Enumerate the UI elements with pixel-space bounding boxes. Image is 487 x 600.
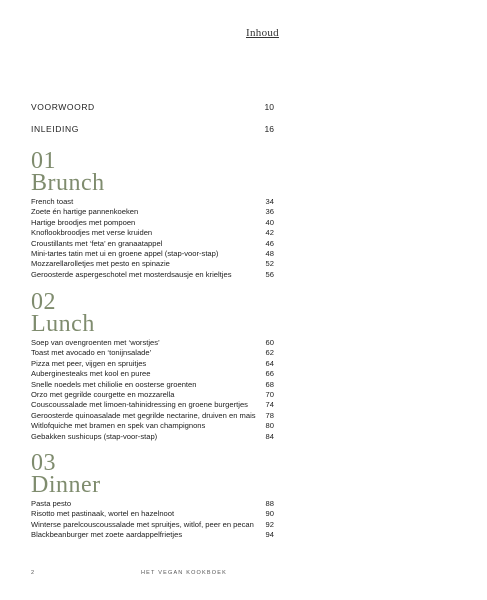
section-number: 03 xyxy=(31,450,56,476)
entry-title: Zoete én hartige pannenkoeken xyxy=(31,207,139,217)
toc-entry[interactable] xyxy=(31,499,274,509)
footer-page-number: 2 xyxy=(31,570,35,576)
toc-entry[interactable] xyxy=(31,228,274,238)
entry-title: Soep van ovengroenten met ‘worstjes’ xyxy=(31,338,160,347)
entry-page: 80 xyxy=(265,421,274,431)
entry-title: Toast met avocado en ‘tonijnsalade’ xyxy=(31,348,152,358)
entry-page: 34 xyxy=(265,197,274,206)
entry-title: Snelle noedels met chiliolie en oosterse groenten xyxy=(31,379,197,389)
toc-entry-inleiding[interactable] xyxy=(31,124,274,134)
entry-page: 42 xyxy=(265,228,274,238)
entry-title: Pasta pesto xyxy=(31,499,72,508)
entry-page: 60 xyxy=(265,338,274,347)
section-entries xyxy=(31,197,274,280)
entry-page: 52 xyxy=(265,259,274,269)
section-brunch xyxy=(31,150,274,280)
entry-page: 94 xyxy=(265,530,274,540)
section-dinner xyxy=(31,452,274,541)
section-lunch xyxy=(31,291,274,442)
toc-entry[interactable] xyxy=(31,530,274,540)
toc-entry[interactable] xyxy=(31,259,274,269)
section-number: 01 xyxy=(31,148,56,174)
entry-title: Witlofquiche met bramen en spek van champignons xyxy=(31,421,206,431)
entry-page: 16 xyxy=(264,124,274,134)
entry-title: French toast xyxy=(31,197,74,206)
entry-title: Winterse parelcouscoussalade met spruitjes, witlof, peer en pecan xyxy=(31,519,254,529)
entry-page: 88 xyxy=(265,499,274,508)
toc-entry[interactable] xyxy=(31,338,274,348)
entry-title: INLEIDING xyxy=(31,124,79,134)
toc-entry[interactable] xyxy=(31,218,274,228)
entry-page: 78 xyxy=(265,410,274,420)
entry-page: 70 xyxy=(265,390,274,400)
entry-title: Auberginesteaks met kool en puree xyxy=(31,369,151,379)
toc-entry[interactable] xyxy=(31,207,274,217)
entry-title: Croustillants met ‘feta’ en granaatappel xyxy=(31,238,163,248)
toc-entry[interactable] xyxy=(31,249,274,259)
entry-title: Risotto met pastinaak, wortel en hazelnoot xyxy=(31,509,175,519)
entry-page: 40 xyxy=(265,217,274,227)
toc-entry[interactable] xyxy=(31,400,274,410)
entry-page: 10 xyxy=(264,102,274,112)
footer-book-title: HET VEGAN KOOKBOEK xyxy=(141,570,227,576)
section-title: Lunch xyxy=(31,311,95,337)
toc-entry[interactable] xyxy=(31,369,274,379)
section-entries xyxy=(31,499,274,541)
entry-title: Hartige broodjes met pompoen xyxy=(31,217,136,227)
entry-title: Mozzarellarolletjes met pesto en spinazie xyxy=(31,259,170,269)
entry-title: Orzo met gegrilde courgette en mozzarella xyxy=(31,390,175,400)
entry-title: Geroosterde quinoasalade met gegrilde nectarine, druiven en mais xyxy=(31,410,256,420)
toc-entry[interactable] xyxy=(31,421,274,431)
entry-page: 46 xyxy=(265,238,274,248)
toc-entry[interactable] xyxy=(31,432,274,442)
toc-entry[interactable] xyxy=(31,270,274,280)
toc-entry[interactable] xyxy=(31,239,274,249)
section-number: 02 xyxy=(31,289,56,315)
toc-entry[interactable] xyxy=(31,520,274,530)
toc-entry-voorwoord[interactable] xyxy=(31,102,274,112)
entry-page: 92 xyxy=(265,519,274,529)
section-title: Dinner xyxy=(31,472,101,498)
entry-page: 74 xyxy=(265,400,274,410)
toc-entry[interactable] xyxy=(31,390,274,400)
entry-page: 56 xyxy=(265,269,274,279)
entry-title: Geroosterde aspergeschotel met mosterdsausje en krieltjes xyxy=(31,269,232,279)
entry-title: VOORWOORD xyxy=(31,102,95,112)
toc-entry[interactable] xyxy=(31,359,274,369)
toc-entry[interactable] xyxy=(31,348,274,358)
entry-page: 36 xyxy=(265,207,274,217)
toc-entry[interactable] xyxy=(31,509,274,519)
entry-title: Gebakken sushicups (stap-voor-stap) xyxy=(31,431,158,441)
toc-entry[interactable] xyxy=(31,380,274,390)
entry-page: 66 xyxy=(265,369,274,379)
toc-heading: Inhoud xyxy=(246,27,279,39)
entry-page: 48 xyxy=(265,249,274,259)
entry-title: Couscoussalade met limoen-tahinidressing en groene burgertjes xyxy=(31,400,248,410)
section-title: Brunch xyxy=(31,170,105,196)
entry-title: Knoflookbroodjes met verse kruiden xyxy=(31,228,153,238)
entry-page: 62 xyxy=(265,348,274,358)
entry-page: 68 xyxy=(265,379,274,389)
entry-page: 90 xyxy=(265,509,274,519)
entry-page: 84 xyxy=(265,431,274,441)
toc-entry[interactable] xyxy=(31,411,274,421)
toc-entry[interactable] xyxy=(31,197,274,207)
section-entries xyxy=(31,338,274,442)
entry-title: Mini-tartes tatin met ui en groene appel (stap-voor-stap) xyxy=(31,249,219,259)
entry-title: Pizza met peer, vijgen en spruitjes xyxy=(31,358,147,368)
entry-title: Blackbeanburger met zoete aardappelfrietjes xyxy=(31,530,183,540)
entry-page: 64 xyxy=(265,358,274,368)
